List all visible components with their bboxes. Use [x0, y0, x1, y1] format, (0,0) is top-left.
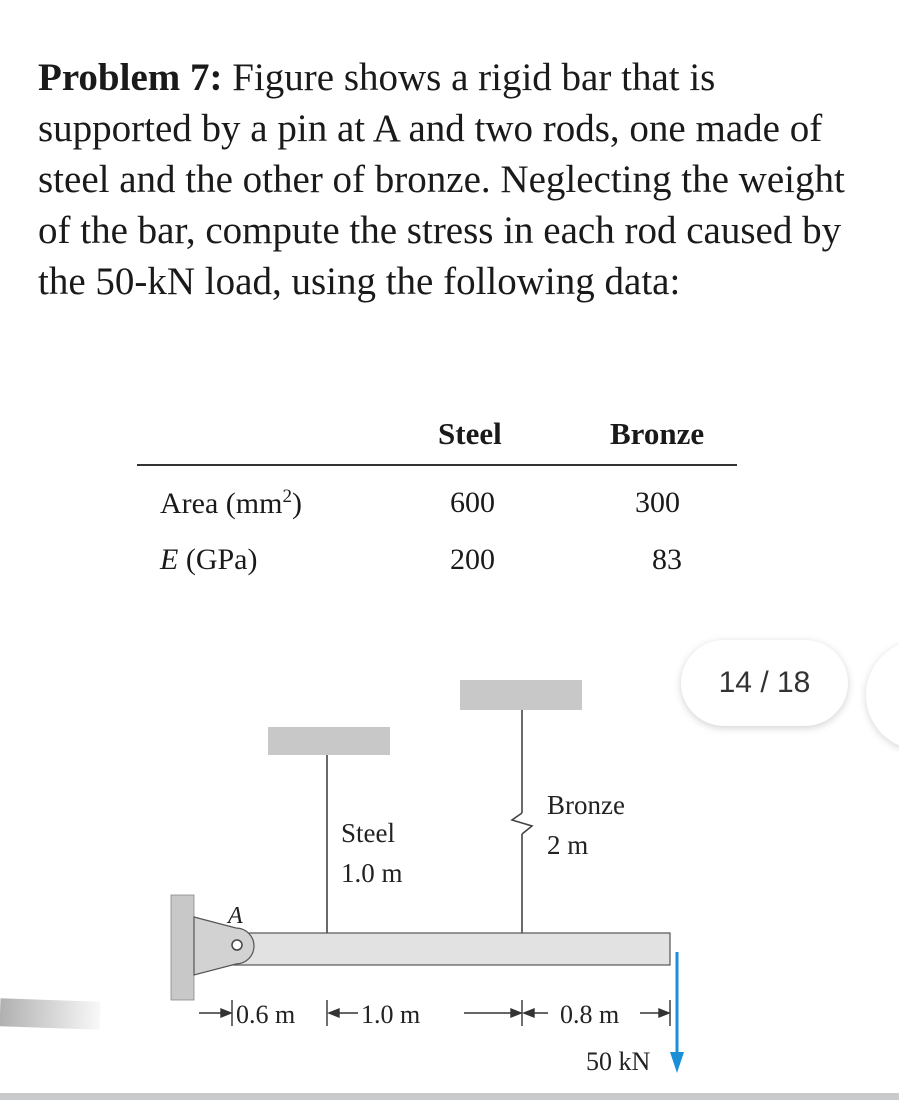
- cell-steel-modulus: 200: [450, 543, 495, 576]
- steel-ceiling-support: [268, 727, 390, 755]
- wall-support: [171, 895, 194, 1000]
- row-label-area: Area $(mm^2)$: [160, 486, 302, 520]
- screen-smudge: [0, 998, 100, 1029]
- dimension-label-3: 0.8 m: [560, 1000, 620, 1029]
- cell-bronze-area: 300: [635, 486, 680, 519]
- pin-bracket: [194, 917, 254, 975]
- problem-label: Problem 7:: [38, 56, 223, 99]
- steel-rod-length: 1.0 m: [341, 858, 403, 888]
- cell-bronze-modulus: 83: [652, 543, 682, 576]
- steel-rod-label: Steel: [341, 818, 395, 848]
- bronze-ceiling-support: [460, 680, 582, 710]
- load-arrow-icon: [670, 1052, 684, 1073]
- table-header-bronze: Bronze: [610, 416, 705, 451]
- cell-steel-area: 600: [450, 486, 495, 519]
- bronze-rod-length: 2 m: [547, 830, 589, 860]
- pin-icon: [232, 940, 242, 950]
- table-header-steel: Steel: [438, 416, 502, 451]
- rigid-bar: [232, 933, 670, 965]
- dimension-label-1: 0.6 m: [236, 1000, 296, 1029]
- bottom-edge-bar: [0, 1093, 899, 1100]
- rod-break-symbol: [512, 813, 532, 834]
- bronze-rod-label: Bronze: [547, 790, 625, 820]
- load-label: 50 kN: [586, 1047, 651, 1076]
- problem-text: Figure shows a rigid bar that is supported by a pin at A and two rods, one made of steel and the other of bronze. Neglecting the weight of the bar, compute the stress in each rod caused by the 50-kN load, using the following data:: [38, 56, 845, 303]
- dimension-label-2: 1.0 m: [361, 1000, 421, 1029]
- row-label-modulus: E (GPa): [160, 543, 258, 576]
- page-indicator: 14 / 18: [681, 640, 848, 726]
- pin-label: A: [228, 903, 243, 929]
